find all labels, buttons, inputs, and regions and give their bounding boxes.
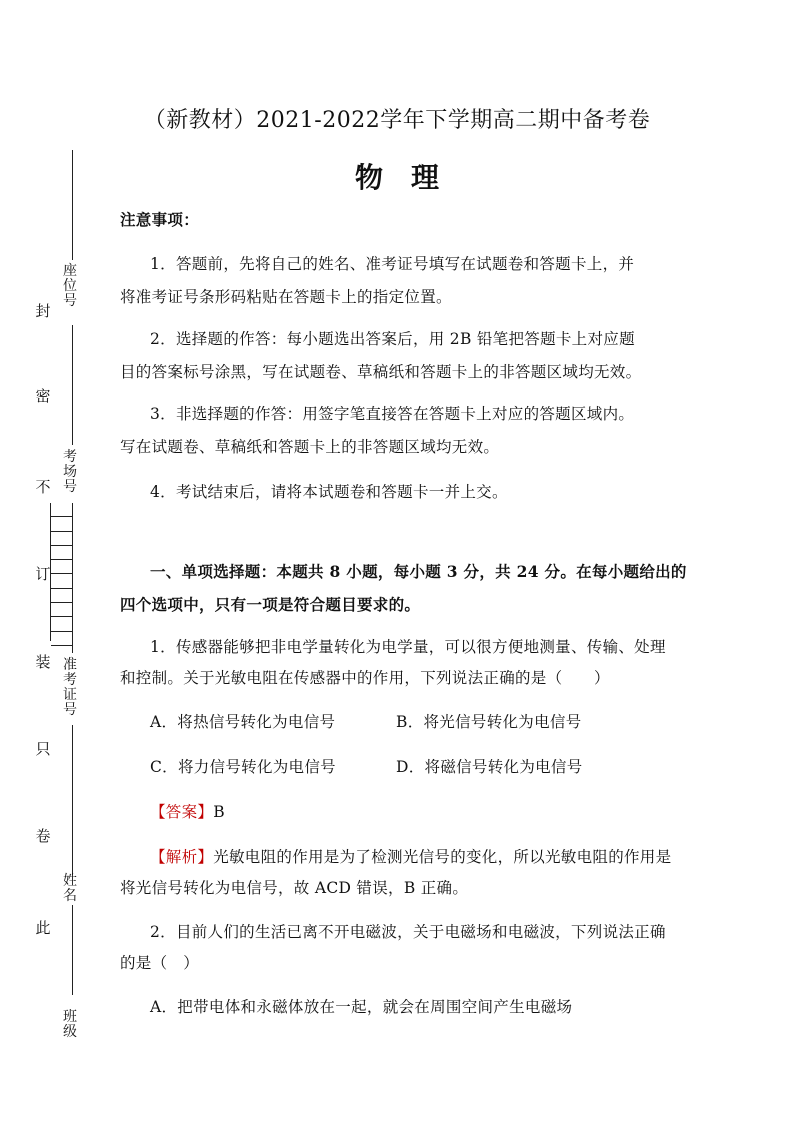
analysis-text: 光敏电阻的作用是为了检测光信号的变化，所以光敏电阻的作用是 <box>213 848 672 866</box>
seal-char-4: 订 <box>35 565 51 583</box>
q1-stem-line-1: 1．传感器能够把非电学量转化为电学量，可以很方便地测量、传输、处理 <box>150 638 666 656</box>
q2-stem-line-1: 2．目前人们的生活已离不开电磁波，关于电磁场和电磁波，下列说法正确 <box>150 923 666 941</box>
name-label: 姓名 <box>63 873 77 904</box>
q1-analysis-line-2: 将光信号转化为电信号，故 ACD 错误，B 正确。 <box>120 879 469 897</box>
binding-line-5 <box>72 905 73 995</box>
notice-item-2-line-1: 2．选择题的作答：每小题选出答案后，用 2B 铅笔把答题卡上对应题 <box>150 330 635 348</box>
analysis-tag: 【解析】 <box>150 848 214 866</box>
exam-room-label: 考场号 <box>63 449 77 495</box>
notice-item-4: 4．考试结束后，请将本试题卷和答题卡一并上交。 <box>150 483 508 501</box>
seal-char-2: 密 <box>35 387 51 405</box>
seal-char-7: 卷 <box>35 827 51 845</box>
notice-heading: 注意事项： <box>120 210 200 229</box>
notice-item-1-line-2: 将准考证号条形码粘贴在答题卡上的指定位置。 <box>120 288 452 306</box>
class-label: 班级 <box>63 1009 77 1040</box>
q1-option-d: D．将磁信号转化为电信号 <box>396 758 583 776</box>
notice-item-1-line-1: 1．答题前，先将自己的姓名、准考证号填写在试题卷和答题卡上，并 <box>150 255 635 273</box>
binding-line-2 <box>72 325 73 445</box>
notice-item-2-line-2: 目的答案标号涂黑，写在试题卷、草稿纸和答题卡上的非答题区域均无效。 <box>120 363 642 381</box>
notice-item-3-line-2: 写在试题卷、草稿纸和答题卡上的非答题区域均无效。 <box>120 438 500 456</box>
answer-value: B <box>213 803 225 821</box>
q1-stem-line-2: 和控制。关于光敏电阻在传感器中的作用，下列说法正确的是（ ） <box>120 669 610 687</box>
seal-char-3: 不 <box>35 478 51 496</box>
q2-option-a: A．把带电体和永磁体放在一起，就会在周围空间产生电磁场 <box>150 998 573 1016</box>
answer-tag: 【答案】 <box>150 803 214 821</box>
ticket-number-label: 准考证号 <box>63 657 77 718</box>
seal-char-6: 只 <box>35 740 51 758</box>
binding-line-4 <box>72 725 73 875</box>
q1-answer <box>150 800 225 822</box>
q1-option-b: B．将光信号转化为电信号 <box>396 713 582 731</box>
ticket-number-boxes <box>50 503 73 641</box>
subject-title: 物 理 <box>354 161 439 194</box>
page-title: （新教材）2021-2022学年下学期高二期中备考卷 <box>143 108 651 133</box>
section-heading-line-2: 四个选项中，只有一项是符合题目要求的。 <box>120 595 421 614</box>
seal-char-5: 装 <box>35 653 51 671</box>
section-heading-line-1: 一、单项选择题：本题共 8 小题，每小题 3 分，共 24 分。在每小题给出的 <box>150 562 687 581</box>
q1-option-a: A．将热信号转化为电信号 <box>150 713 336 731</box>
seal-char-1: 封 <box>35 302 51 320</box>
binding-line-1 <box>72 150 73 260</box>
seat-number-label: 座位号 <box>63 263 77 309</box>
q1-option-c: C．将力信号转化为电信号 <box>150 758 336 776</box>
q1-analysis-line-1 <box>150 845 671 867</box>
notice-item-3-line-1: 3．非选择题的作答：用签字笔直接答在答题卡上对应的答题区域内。 <box>150 405 635 423</box>
q2-stem-line-2: 的是（ ） <box>120 954 200 972</box>
seal-char-8: 此 <box>35 919 51 937</box>
